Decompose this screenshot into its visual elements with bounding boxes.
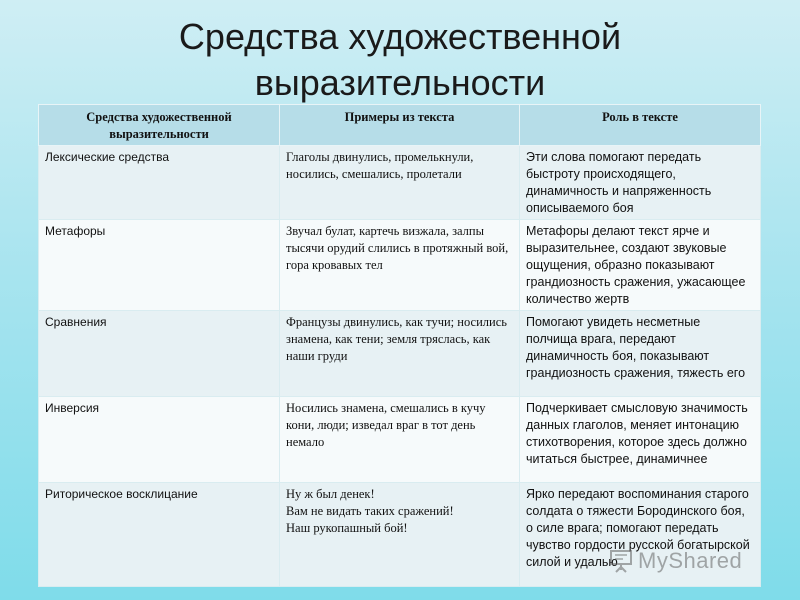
column-header-means: Средства художественной выразительности	[39, 105, 280, 146]
means-cell: Сравнения	[39, 311, 280, 397]
column-header-role: Роль в тексте	[520, 105, 761, 146]
table-row	[39, 220, 761, 311]
page-title-line-1: Средства художественной	[178, 16, 622, 57]
watermark-text: MyShared	[638, 548, 743, 573]
role-cell: Метафоры делают текст ярче и выразительнее, создают звуковые ощущения, образно показывают грандиозность сражения, ужасающее количество жертв	[520, 220, 761, 311]
page-title-line-2: выразительности	[254, 62, 546, 103]
role-cell: Ярко передают воспоминания старого солдата о тяжести Бородинского боя, о силе врага; помогают передать чувство гордости русской богатырской силой и удалью	[520, 483, 761, 587]
examples-cell: Звучал булат, картечь визжала, залпы тысячи орудий слились в протяжный вой, гора кровавых тел	[280, 220, 520, 311]
table-header-row	[39, 105, 761, 146]
table-row	[39, 146, 761, 220]
examples-cell: Французы двинулись, как тучи; носились знамена, как тени; земля тряслась, как наши груди	[280, 311, 520, 397]
examples-cell: Глаголы двинулись, промелькнули, носились, смешались, пролетали	[280, 146, 520, 220]
means-cell: Метафоры	[39, 220, 280, 311]
example-line: Ну ж был денек!	[286, 487, 375, 501]
means-cell: Риторическое восклицание	[39, 483, 280, 587]
example-line: Вам не видать таких сражений!	[286, 504, 454, 518]
means-table	[38, 104, 761, 587]
means-cell: Лексические средства	[39, 146, 280, 220]
table-row	[39, 311, 761, 397]
example-line: Наш рукопашный бой!	[286, 521, 408, 535]
examples-cell	[280, 483, 520, 587]
role-cell: Подчеркивает смысловую значимость данных глаголов, меняет интонацию стихотворения, которое здесь должно читаться быстрее, динамичнее	[520, 397, 761, 483]
role-cell: Помогают увидеть несметные полчища врага, передают динамичность боя, показывают грандиозность сражения, тяжесть его	[520, 311, 761, 397]
presentation-icon	[608, 548, 634, 574]
table-row	[39, 397, 761, 483]
role-cell: Эти слова помогают передать быстроту происходящего, динамичность и напряженность описываемого боя	[520, 146, 761, 220]
examples-cell: Носились знамена, смешались в кучу кони, люди; изведал враг в тот день немало	[280, 397, 520, 483]
means-cell: Инверсия	[39, 397, 280, 483]
watermark	[608, 546, 768, 576]
column-header-examples: Примеры из текста	[280, 105, 520, 146]
page-title	[0, 14, 800, 106]
